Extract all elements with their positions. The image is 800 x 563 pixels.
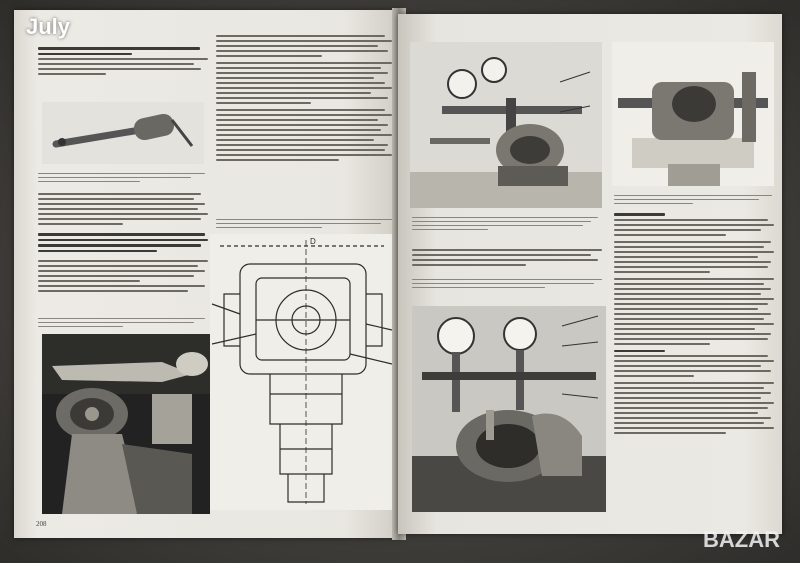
- right-col-text-2: [614, 210, 774, 437]
- caption-5: [614, 192, 772, 207]
- dial-gauge-photo-2: [412, 306, 606, 512]
- caption-6: [412, 276, 602, 291]
- tool-photo: [42, 102, 204, 164]
- right-col-text-1: [412, 246, 602, 269]
- left-col-text-3: [216, 32, 392, 164]
- differential-fixture-photo: [612, 42, 774, 186]
- caption-3: [216, 216, 392, 231]
- dimension-label-d: D: [310, 237, 316, 246]
- left-col-text-2: [38, 190, 208, 295]
- dial-gauge-photo-1: [410, 42, 602, 208]
- caption-4: [412, 214, 602, 233]
- watermark-july: July: [26, 14, 71, 39]
- left-page: [14, 10, 402, 538]
- right-page: [398, 14, 782, 534]
- differential-hand-photo: [42, 334, 210, 514]
- left-page-number: 208: [36, 520, 47, 528]
- differential-cross-section-drawing: [210, 234, 394, 510]
- watermark-bazar: BAZAR: [703, 527, 780, 552]
- left-col-text-1: [38, 44, 208, 78]
- caption-2: [38, 315, 208, 330]
- caption-1: [38, 170, 208, 185]
